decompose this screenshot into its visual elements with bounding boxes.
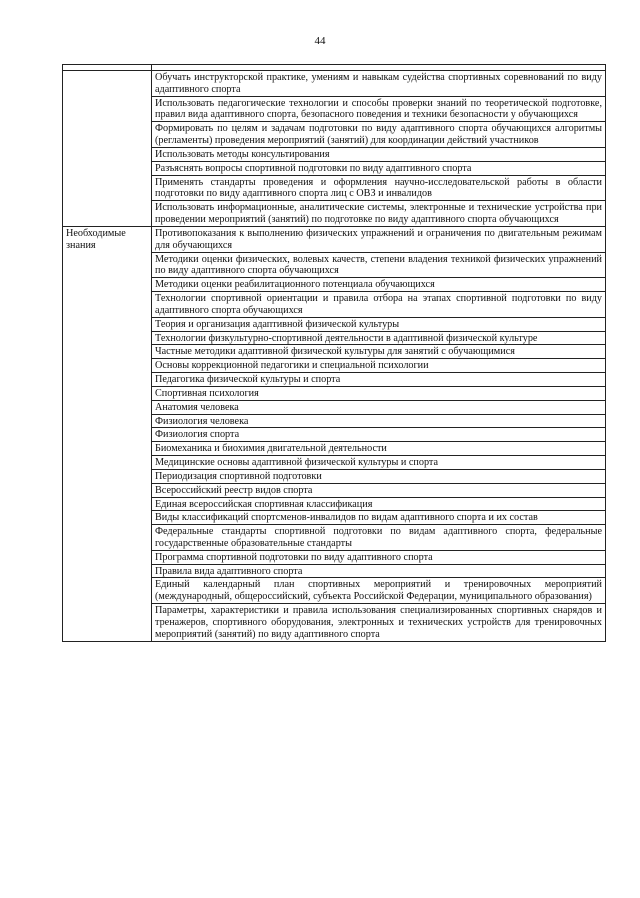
knowledge-item: Физиология спорта — [152, 428, 606, 442]
knowledge-item: Периодизация спортивной подготовки — [152, 469, 606, 483]
knowledge-item: Единый календарный план спортивных мероприятий и тренировочных мероприятий (международный, общероссийский, субъекта Российской Федерации, муниципального образования) — [152, 578, 606, 604]
skill-item: Разъяснять вопросы спортивной подготовки по виду адаптивного спорта — [152, 161, 606, 175]
skill-item: Использовать педагогические технологии и способы проверки знаний по теоретической подготовке, правил вида адаптивного спорта, безопасного поведения и техники безопасности у обучающихся — [152, 96, 606, 122]
competency-table — [62, 64, 606, 642]
knowledge-item: Федеральные стандарты спортивной подготовки по видам адаптивного спорта, федеральные государственные образовательные стандарты — [152, 525, 606, 551]
knowledge-item: Методики оценки физических, волевых качеств, степени владения техникой физических упражнений по виду адаптивного спорта обучающихся — [152, 252, 606, 278]
knowledge-item: Медицинские основы адаптивной физической культуры и спорта — [152, 456, 606, 470]
skill-item: Формировать по целям и задачам подготовки по виду адаптивного спорта обучающихся алгоритмы (регламенты) проведения мероприятий (занятий) для координации действий участников — [152, 122, 606, 148]
knowledge-item: Технологии спортивной ориентации и правила отбора на этапах спортивной подготовки по виду адаптивного спорта обучающихся — [152, 292, 606, 318]
knowledge-item: Физиология человека — [152, 414, 606, 428]
skill-item: Использовать информационные, аналитические системы, электронные и технические устройства при проведении мероприятий (занятий) по подготовке по виду адаптивного спорта обучающихся — [152, 201, 606, 227]
table-row — [63, 226, 606, 252]
page-number: 44 — [314, 35, 326, 47]
skill-item: Применять стандарты проведения и оформления научно-исследовательской работы в области подготовки по виду адаптивного спорта лиц с ОВЗ и инвалидов — [152, 175, 606, 201]
knowledge-item: Частные методики адаптивной физической культуры для занятий с обучающимися — [152, 345, 606, 359]
knowledge-item: Основы коррекционной педагогики и специальной психологии — [152, 359, 606, 373]
knowledge-item: Единая всероссийская спортивная классификация — [152, 497, 606, 511]
knowledge-item: Теория и организация адаптивной физической культуры — [152, 317, 606, 331]
knowledge-item: Биомеханика и биохимия двигательной деятельности — [152, 442, 606, 456]
skills-label-cell — [63, 71, 152, 227]
knowledge-item: Анатомия человека — [152, 400, 606, 414]
knowledge-item: Спортивная психология — [152, 386, 606, 400]
knowledge-label-cell: Необходимые знания — [63, 226, 152, 641]
knowledge-item: Виды классификаций спортсменов-инвалидов по видам адаптивного спорта и их состав — [152, 511, 606, 525]
knowledge-item: Правила вида адаптивного спорта — [152, 564, 606, 578]
knowledge-item: Технологии физкультурно-спортивной деятельности в адаптивной физической культуре — [152, 331, 606, 345]
knowledge-item: Всероссийский реестр видов спорта — [152, 483, 606, 497]
knowledge-item: Параметры, характеристики и правила использования специализированных спортивных снарядов и тренажеров, спортивного оборудования, электронных и технических устройств для тренировочных мероприятий (занятий) по виду адаптивного спорта — [152, 604, 606, 641]
skill-item: Обучать инструкторской практике, умениям и навыкам судейства спортивных соревнований по виду адаптивного спорта — [152, 71, 606, 97]
knowledge-item: Противопоказания к выполнению физических упражнений и ограничения по двигательным режимам для обучающихся — [152, 226, 606, 252]
skill-item: Использовать методы консультирования — [152, 147, 606, 161]
table-row — [63, 71, 606, 97]
knowledge-item: Методики оценки реабилитационного потенциала обучающихся — [152, 278, 606, 292]
knowledge-item: Программа спортивной подготовки по виду адаптивного спорта — [152, 550, 606, 564]
knowledge-item: Педагогика физической культуры и спорта — [152, 373, 606, 387]
